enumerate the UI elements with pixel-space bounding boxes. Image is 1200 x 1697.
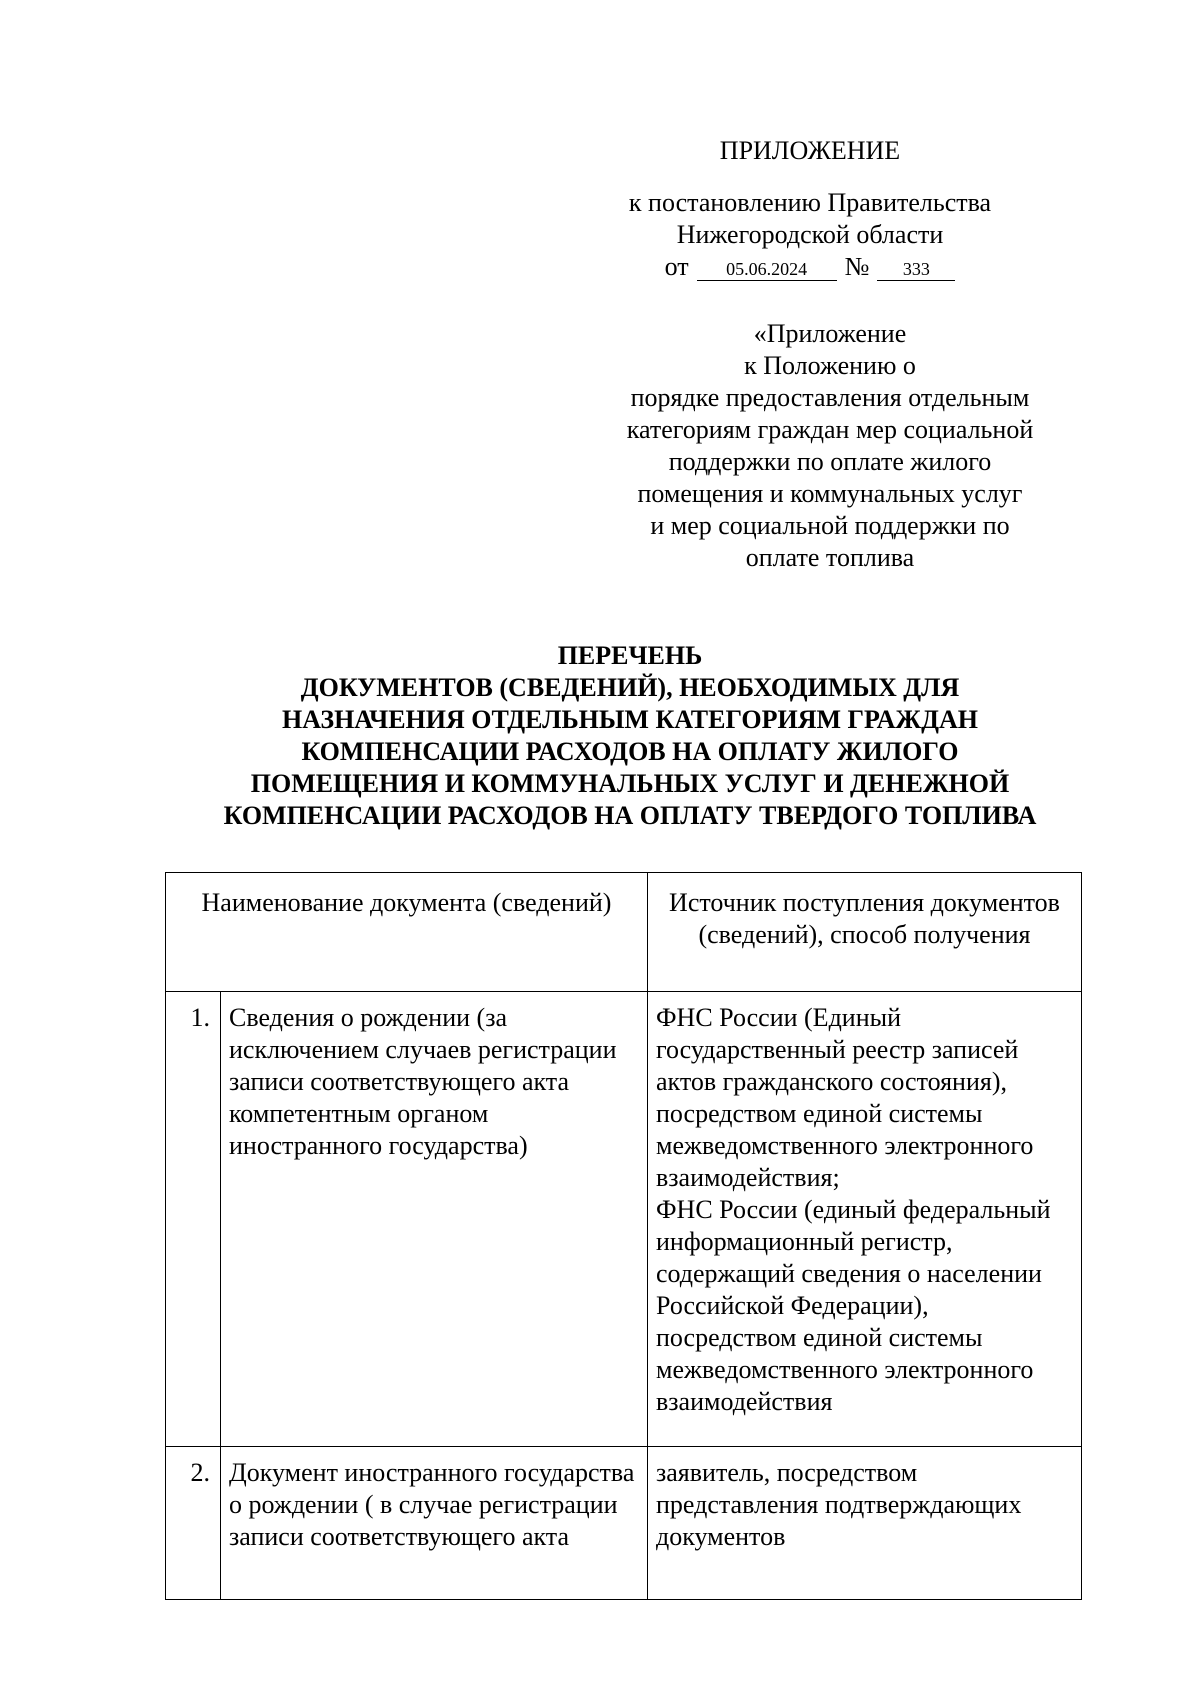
appendix-line-1: к постановлению Правительства <box>628 188 992 217</box>
sub-appendix-line: поддержки по оплате жилого <box>668 447 992 476</box>
heading-line: КОМПЕНСАЦИИ РАСХОДОВ НА ОПЛАТУ ЖИЛОГО <box>301 737 959 766</box>
row-source-part: ФНС России (единый федеральный информационный регистр, содержащий сведения о населении Российской Федерации), посредством единой системы межведомственного электронного взаимодействия <box>656 1195 1051 1416</box>
heading-line: НАЗНАЧЕНИЯ ОТДЕЛЬНЫМ КАТЕГОРИЯМ ГРАЖДАН <box>282 705 978 734</box>
row-number: 1. <box>166 992 221 1447</box>
heading-line: ПОМЕЩЕНИЯ И КОММУНАЛЬНЫХ УСЛУГ И ДЕНЕЖНОЙ <box>250 769 1010 798</box>
row-document-name: Сведения о рождении (за исключением случаев регистрации записи соответствующего акта компетентным органом иностранного государства) <box>221 992 648 1447</box>
header-document-name: Наименование документа (сведений) <box>166 873 648 992</box>
table-header-row <box>166 873 1082 992</box>
sub-appendix-line: порядке предоставления отдельным <box>630 383 1030 412</box>
heading-line: ДОКУМЕНТОВ (СВЕДЕНИЙ), НЕОБХОДИМЫХ ДЛЯ <box>300 673 960 702</box>
row-source-part: заявитель, посредством представления подтверждающих документов <box>656 1458 1022 1551</box>
header-source: Источник поступления документов (сведений), способ получения <box>648 873 1082 992</box>
appendix-line-2: Нижегородской области <box>676 220 944 249</box>
sub-appendix-line: «Приложение <box>753 319 907 348</box>
table-row <box>166 1447 1082 1600</box>
document-heading <box>160 640 1100 832</box>
row-number: 2. <box>166 1447 221 1600</box>
sub-appendix-line: помещения и коммунальных услуг <box>637 479 1023 508</box>
sub-appendix-line: оплате топлива <box>745 543 915 572</box>
from-label: от <box>664 252 689 281</box>
decree-number: 333 <box>877 258 955 281</box>
sub-appendix-line: к Положению о <box>744 351 916 380</box>
sub-appendix-line: категориям граждан мер социальной <box>626 415 1034 444</box>
row-source <box>648 992 1082 1447</box>
sub-appendix <box>590 318 1070 574</box>
heading-line: ПЕРЕЧЕНЬ <box>557 641 703 670</box>
row-source <box>648 1447 1082 1600</box>
table-row <box>166 992 1082 1447</box>
sub-appendix-line: и мер социальной поддержки по <box>650 511 1010 540</box>
number-label: № <box>844 252 870 281</box>
row-document-name: Документ иностранного государства о рождении ( в случае регистрации записи соответствующего акта <box>221 1447 648 1600</box>
appendix-title: ПРИЛОЖЕНИЕ <box>719 136 901 165</box>
decree-date: 05.06.2024 <box>697 258 837 281</box>
row-source-part: ФНС России (Единый государственный реестр записей актов гражданского состояния), посредством единой системы межведомственного электронного взаимодействия; <box>656 1003 1034 1192</box>
appendix-date-line <box>560 251 1060 283</box>
appendix-header <box>560 135 1060 283</box>
documents-table <box>165 872 1082 1600</box>
heading-line: КОМПЕНСАЦИИ РАСХОДОВ НА ОПЛАТУ ТВЕРДОГО ТОПЛИВА <box>223 801 1037 830</box>
